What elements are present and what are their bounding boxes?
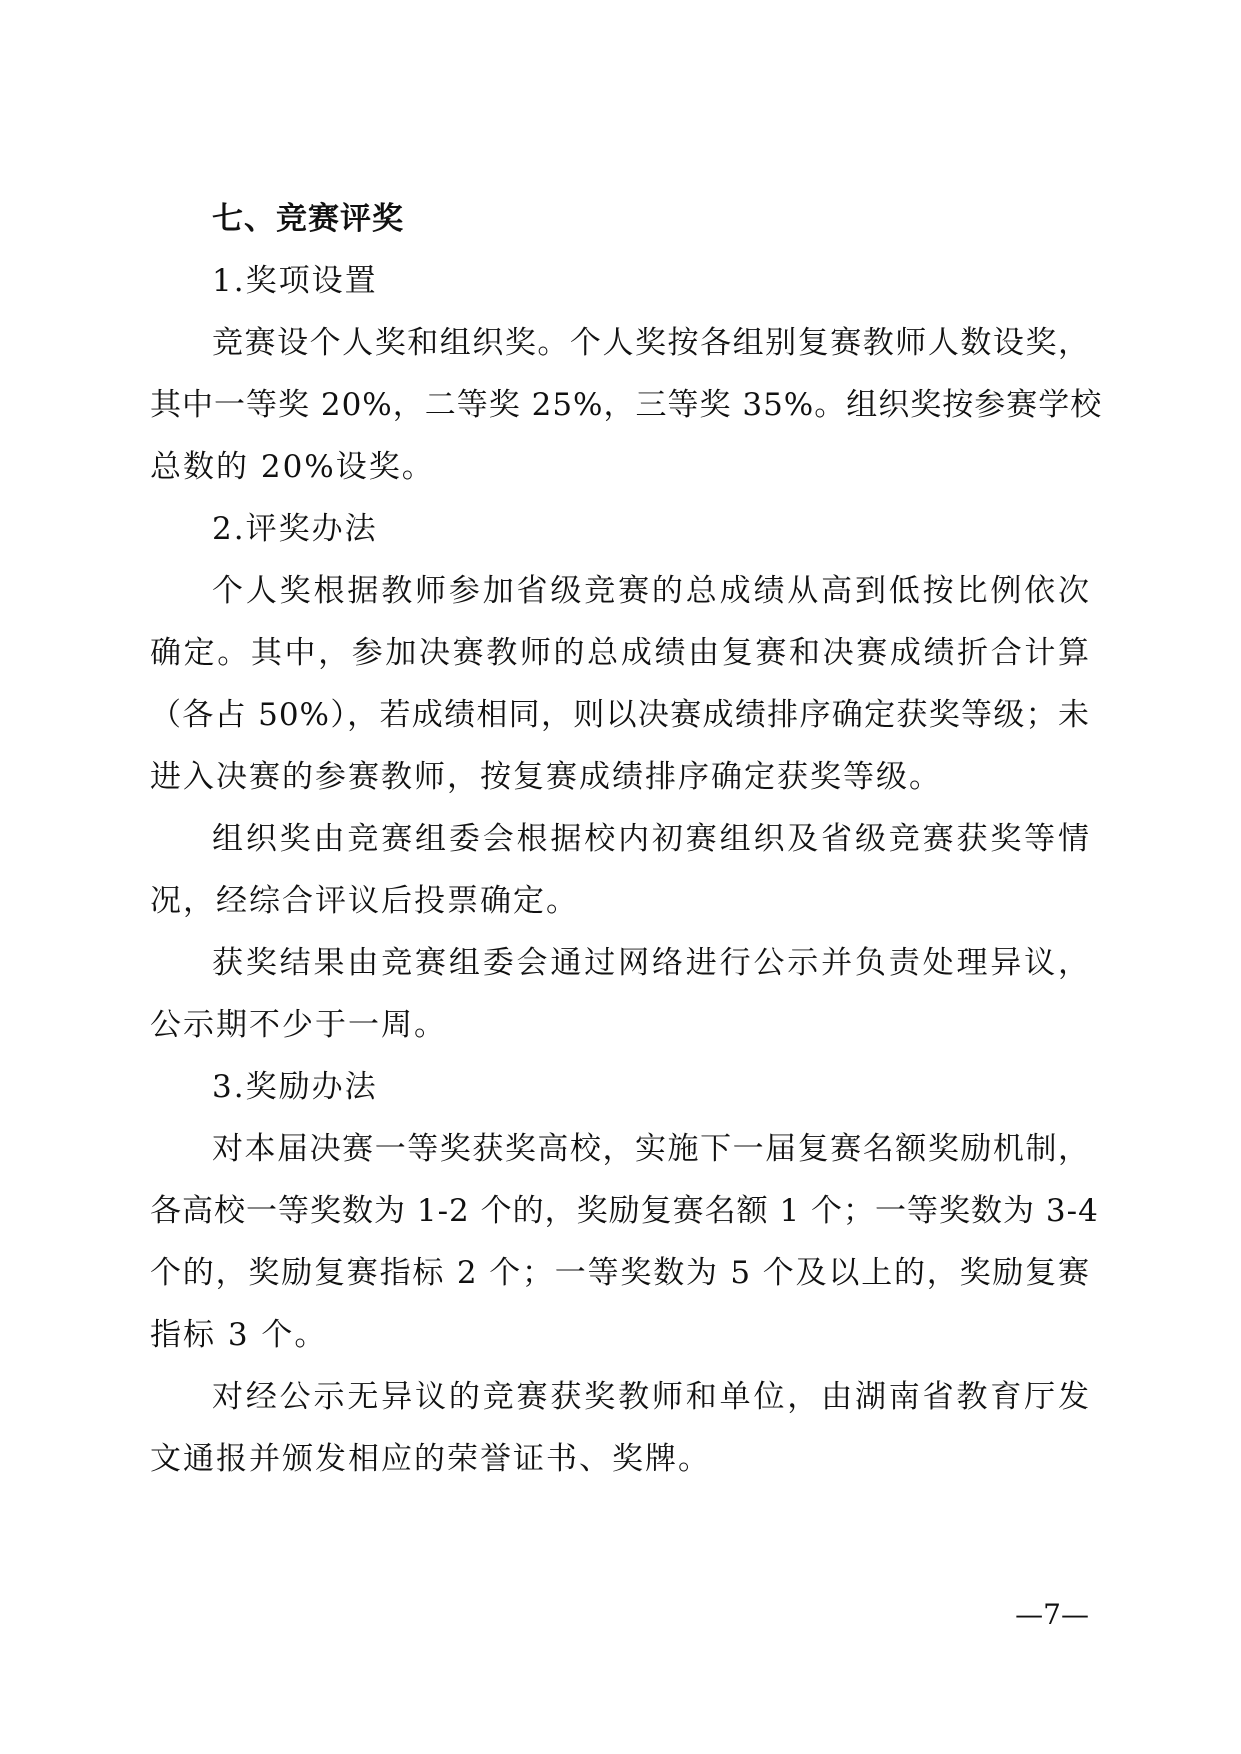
paragraph-evaluation-method bbox=[150, 560, 1090, 808]
paragraph-line: 竞赛设个人奖和组织奖。个人奖按各组别复赛教师人数设奖， bbox=[212, 325, 1090, 361]
paragraph-line: 各高校一等奖数为 1-2 个的，奖励复赛名额 1 个；一等奖数为 3-4 bbox=[150, 1193, 1099, 1229]
paragraph-line: 确定。其中，参加决赛教师的总成绩由复赛和决赛成绩折合计算 bbox=[150, 635, 1090, 671]
paragraph-certificates bbox=[150, 1366, 1090, 1490]
paragraph-organization-award bbox=[150, 808, 1090, 932]
paragraph-line: 况，经综合评议后投票确定。 bbox=[150, 883, 579, 919]
paragraph-line: 进入决赛的参赛教师，按复赛成绩排序确定获奖等级。 bbox=[150, 759, 942, 795]
page-number: —7— bbox=[1015, 1598, 1089, 1631]
paragraph-line: 公示期不少于一周。 bbox=[150, 1007, 447, 1043]
paragraph-line: 对本届决赛一等奖获奖高校，实施下一届复赛名额奖励机制， bbox=[212, 1131, 1090, 1167]
paragraph-line: 个人奖根据教师参加省级竞赛的总成绩从高到低按比例依次 bbox=[212, 573, 1090, 609]
paragraph-line: 文通报并颁发相应的荣誉证书、奖牌。 bbox=[150, 1441, 711, 1477]
paragraph-reward-method bbox=[150, 1118, 1099, 1366]
subsection-title-2: 2.评奖办法 bbox=[212, 511, 378, 547]
paragraph-line: 总数的 20%设奖。 bbox=[150, 449, 435, 485]
paragraph-line: 个的，奖励复赛指标 2 个；一等奖数为 5 个及以上的，奖励复赛 bbox=[150, 1255, 1090, 1291]
section-title: 七、竞赛评奖 bbox=[212, 201, 404, 237]
paragraph-line: 组织奖由竞赛组委会根据校内初赛组织及省级竞赛获奖等情 bbox=[212, 821, 1090, 857]
paragraph-publicity bbox=[150, 932, 1090, 1056]
document-body bbox=[150, 188, 1103, 1490]
paragraph-line: 对经公示无异议的竞赛获奖教师和单位，由湖南省教育厅发 bbox=[212, 1379, 1090, 1415]
subsection-title-3: 3.奖励办法 bbox=[212, 1069, 378, 1105]
paragraph-line: 获奖结果由竞赛组委会通过网络进行公示并负责处理异议， bbox=[212, 945, 1090, 981]
paragraph-line: 其中一等奖 20%，二等奖 25%，三等奖 35%。组织奖按参赛学校 bbox=[150, 387, 1103, 423]
subsection-title-1: 1.奖项设置 bbox=[212, 263, 378, 299]
paragraph-line: （各占 50%），若成绩相同，则以决赛成绩排序确定获奖等级；未 bbox=[150, 697, 1090, 733]
paragraph-award-setup bbox=[150, 312, 1103, 498]
paragraph-line: 指标 3 个。 bbox=[150, 1317, 328, 1353]
